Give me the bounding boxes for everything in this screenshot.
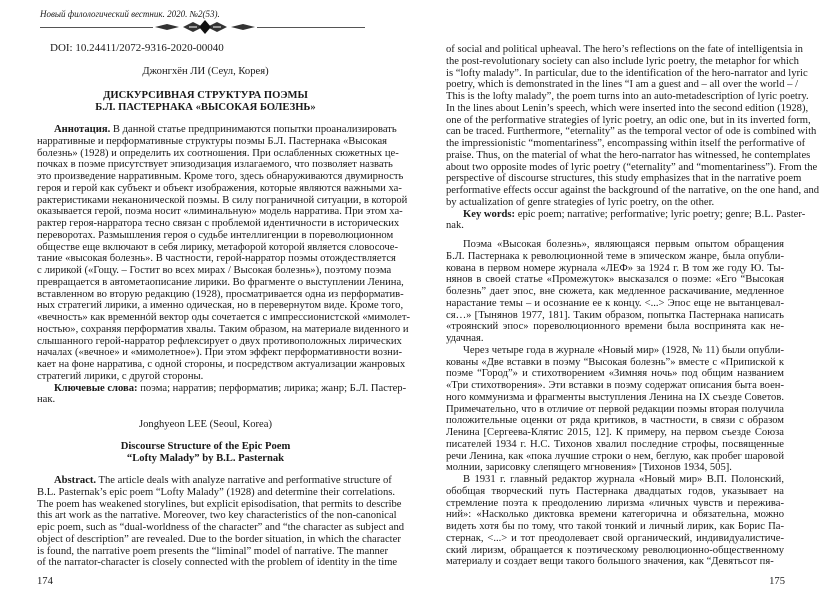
text-line	[37, 382, 407, 395]
section-label: Ключевые слова:	[54, 382, 138, 394]
text-line	[446, 545, 784, 557]
line-text: epic poem, such as “dual-worldness of the character” and “the character as subject and	[37, 522, 405, 533]
right-page	[410, 0, 820, 609]
text-line	[446, 521, 784, 533]
line-text: рактер героя-нарратора тесно связан с проблемой идентичности в исторических	[37, 218, 400, 229]
text-line	[37, 475, 392, 487]
text-line	[37, 124, 397, 136]
title-en-line-1: Discourse Structure of the Epic Poem	[120, 441, 291, 452]
text-line	[37, 394, 375, 406]
line-text: нарастание темы – и осознание ее к концу. <...> Эпос еще не вытанцевал-	[446, 297, 784, 309]
line-text: удачная.	[446, 333, 484, 344]
line-text: ного коммунизма и фрагменты выступления Ленина на IX съезде Советов.	[446, 391, 784, 403]
author-en: Jonghyeon LEE (Seoul, Korea)	[139, 419, 272, 430]
abstract-en	[37, 475, 405, 569]
text-line	[446, 474, 784, 486]
line-text: нарративные и перформативные структуры поэмы Б.Л. Пастернака «Высокая	[37, 135, 388, 147]
line-text: В данной статье предпринимаются попытки проанализировать	[110, 124, 397, 135]
text-line	[446, 149, 811, 162]
line-text: стернак, <...> и тот преодолевает свой органический, индивидуалистиче-	[446, 532, 784, 544]
abstract-en-continued	[446, 44, 820, 232]
text-line	[446, 298, 784, 310]
text-line	[37, 335, 402, 348]
line-text: материалу и создает вещи такого большого значения, как “Девятьсот пя-	[446, 556, 774, 568]
line-text: perspective of discourse structures, this study emphasizes that in the narrative poem	[446, 173, 802, 185]
line-text: Поэма «Высокая болезнь», являющаяся первым опытом обращения	[463, 239, 784, 250]
line-text: тание «высокая болезнь». В частности, герой-нарратор поэмы отождествляется	[37, 253, 396, 265]
line-text: «троянский эпос» пореволюционного времени была воспринята как не-	[446, 321, 784, 333]
line-text: is “lofty malady”. In particular, due to the identification of the hero-narrator and lyric	[446, 67, 808, 79]
line-text: poetry, which is demonstrated in the lines “I am a guest and – all over the world – /	[446, 79, 799, 91]
ornament-icon	[153, 20, 257, 34]
line-text: началах («вечное» и «мимолетное»). При этом эффект перформативности возни-	[37, 347, 403, 359]
text-line	[446, 368, 784, 380]
text-line	[446, 274, 784, 286]
text-line	[446, 220, 784, 232]
text-line	[446, 380, 784, 392]
line-text: нак.	[37, 394, 56, 406]
text-line	[37, 218, 400, 230]
text-line	[446, 91, 809, 103]
text-line	[446, 462, 784, 474]
text-line	[37, 300, 404, 312]
text-line	[37, 288, 404, 301]
text-line	[37, 486, 396, 499]
line-text: B.L. Pasternak’s epic poem “Lofty Malady” (1928) and determine their correlations.	[37, 486, 396, 498]
section-label: Аннотация.	[54, 124, 111, 135]
text-line	[37, 276, 404, 289]
line-text: The poem has weakened storylines, but explicit episodisation, that permits to describe	[37, 498, 402, 510]
line-text: ский лиризм, обращается к поэтическому революционно-общественному	[446, 544, 784, 556]
text-line	[37, 533, 401, 546]
text-line	[37, 182, 402, 195]
text-line	[37, 159, 393, 171]
text-line	[37, 510, 397, 522]
line-text: praise. Thus, on the material of what the hero-narrator has witnessed, he contemplates	[446, 149, 811, 161]
text-line	[37, 194, 408, 207]
text-line	[446, 310, 784, 322]
text-line	[446, 451, 784, 463]
text-line	[446, 509, 784, 521]
text-line	[37, 323, 409, 336]
page-number: 175	[769, 576, 785, 587]
text-line	[37, 135, 388, 148]
text-line	[446, 357, 784, 369]
line-text: by actualization of genre strategies of lyric poetry, on the other.	[446, 196, 715, 208]
text-line	[446, 415, 784, 427]
line-text: оказывается герой, поэма носит «лиминальную» модель нарратива. При этом ха-	[37, 206, 403, 218]
abstract-ru	[37, 124, 411, 406]
text-line	[37, 241, 398, 254]
line-text: кована в первом номере журнала «ЛЕФ» за 1924 г. В том же году Ю. Ты-	[446, 262, 784, 274]
line-text: кованы «Две вставки в поэму “Высокая болезнь”» вместе с «Припиской к	[446, 356, 784, 368]
line-text: рактеристиками неканонической поэмы. В силу пограничной ситуации, в которой	[37, 194, 408, 206]
text-line	[446, 161, 818, 174]
page-number: 174	[37, 576, 53, 587]
line-text: can be traced. Furthermore, “eternality” as the temporal vector of ode is combined with	[446, 126, 817, 138]
text-line	[446, 321, 784, 333]
text-line	[37, 498, 402, 511]
text-line	[37, 557, 398, 569]
text-line	[446, 439, 784, 451]
line-text: положительные оценки от ряда критиков, в частности, в связи с образом	[446, 415, 784, 427]
running-header: Новый филологический вестник. 2020. №2(53).	[40, 9, 220, 19]
text-line	[446, 498, 784, 510]
line-text: переворотах. Размышления героя о судьбе интеллигенции в пореволюционном	[37, 229, 394, 241]
line-text: почках в поэме присутствует эпизодизация излагаемого, что позволяет назвать	[37, 159, 393, 171]
line-text: превращается в автометаописание лирики. Во фрагменте о выступлении Ленина,	[37, 276, 404, 288]
text-line	[37, 206, 403, 218]
line-text: ностью», сохраняя перформатив хвалы. Таким образом, на материале виденного и	[37, 323, 409, 335]
line-text: молнии, зарисовку слепящего мгновения» [Тихонов 1934, 505].	[446, 462, 732, 474]
line-text: с лирикой («Гощу. – Гостит во всех мирах / Высокая болезнь»), поэтому поэма	[37, 265, 392, 276]
text-line	[446, 392, 784, 404]
text-line	[37, 347, 403, 359]
text-line	[446, 67, 808, 80]
line-text: стратегий лирики, с другой стороны.	[37, 370, 204, 382]
title-en-line-2: “Lofty Malady” by B.L. Pasternak	[126, 453, 285, 464]
line-text: слышанного герой-нарратор рефлексирует о двух противоположных лирических	[37, 335, 402, 347]
text-line	[446, 44, 803, 56]
line-text: Через четыре года в журнале «Новый мир» (1928, № 11) были опубли-	[463, 344, 784, 356]
text-line	[37, 312, 411, 324]
text-line	[446, 114, 811, 127]
text-line	[37, 229, 394, 242]
text-line	[446, 197, 784, 209]
title-ru-line-1: ДИСКУРСИВНАЯ СТРУКТУРА ПОЭМЫ	[103, 90, 308, 101]
line-text: видеть хотя бы по тому, что такой тонкий и личный лирик, как Борис Па-	[446, 521, 784, 532]
line-text: The article deals with analyze narrative and performative structure of	[96, 475, 392, 486]
line-text: Б.Л. Пастернака к революционной теме в эпическом жанре, была опубли-	[446, 250, 784, 262]
line-text: one of the performative strategies of lyric poetry, an odic one, but in its inverted form,	[446, 114, 811, 126]
line-text: the impressionistic “momentariness”, encompassing within itself the performative of	[446, 138, 806, 149]
text-line	[446, 126, 817, 138]
line-text: This is the lofty malady”, the poem turns into an auto-metadescription of lyric poetry.	[446, 91, 809, 102]
line-text: of social and political upheaval. The hero’s reflections on the fate of intelligentsia in	[446, 44, 803, 55]
text-line	[37, 147, 399, 160]
line-text: стремление поэта к преодолению лиризма «личных чувств и пережива-	[446, 497, 784, 509]
text-line	[37, 522, 405, 534]
text-line	[37, 171, 404, 183]
text-line	[37, 371, 375, 383]
line-text: обществе еще включают в себя лирику, метафорой которой является словосоче-	[37, 241, 398, 253]
line-text: object of description” are revealed. Due to the border situation, in which the character	[37, 533, 401, 545]
line-text: the post-revolutionary society can also include lyric poetry, the metaphor for which	[446, 55, 799, 67]
line-text: ся…» [Тынянов 1977, 181]. Таким образом, попытка Пастернака написать	[446, 309, 784, 321]
author-ru: Джонгхён ЛИ (Сеул, Корея)	[142, 66, 269, 77]
text-line	[446, 286, 784, 298]
section-label: Key words:	[463, 208, 516, 220]
line-text: речи Ленина, как «пока лучшие строки о нем, беглую, как пробег шаровой	[446, 450, 784, 462]
text-line	[446, 263, 784, 275]
line-text: болезнь” дает эпос, вне сюжета, как медленное раскачивание, медленное	[446, 286, 784, 297]
line-text: нянов в своей статье «Промежуток» высказался о поэме: «Его “Высокая	[446, 274, 784, 286]
text-line	[446, 486, 784, 498]
text-line	[446, 173, 802, 185]
line-text: of the narrator-character is closely connected with the problem of identity in the time	[37, 557, 398, 569]
line-text: поэме “Город”» и стихотворением «Зимняя ночь» под общим названием	[446, 368, 784, 380]
text-line	[446, 345, 784, 357]
text-line	[37, 265, 392, 277]
line-text: «вечность» как временнóй вектор оды сочетается с импрессионистской «мимолет-	[37, 312, 411, 323]
line-text: обобщая творческий путь Пастернака двадцатых годов, указывает на	[446, 485, 784, 497]
line-text: nak.	[446, 220, 464, 232]
text-line	[446, 533, 784, 545]
line-text: поэма; нарратив; перформатив; лирика; жанр; Б.Л. Пастер-	[137, 382, 407, 394]
text-line	[446, 427, 784, 439]
article-body	[446, 239, 784, 568]
text-line	[37, 253, 396, 265]
doi: DOI: 10.24411/2072-9316-2020-00040	[50, 42, 224, 54]
line-text: «Три стихотворения». Эти вставки в поэму содержат описания быта воен-	[446, 380, 784, 391]
line-text: болезнь» (1928) и определить их соотношения. При ослабленных сюжетных це-	[37, 147, 399, 159]
line-text: ний»: «Насколько диктовка времени категорична и обязательна, можно	[446, 509, 784, 521]
line-text: героя и герой как субъект и объект изображения, которые являются важными ха-	[37, 182, 402, 194]
line-text: about two opposite modes of lyric poetry (“eternality” and “momentariness”). From the	[446, 161, 818, 173]
line-text: Примечательно, что в отличие от первой редакции поэмы вторая получила	[446, 403, 784, 415]
line-text: Ленина [Сергеева-Клятис 2015, 12]. К примеру, на первом съезде Союза	[446, 427, 784, 438]
text-line	[37, 545, 389, 558]
line-text: performative effects occur against the background of the narrative, on the one hand, and	[446, 185, 820, 196]
text-line	[446, 404, 784, 416]
text-line	[446, 79, 799, 91]
title-ru-line-2: Б.Л. ПАСТЕРНАКА «ВЫСОКАЯ БОЛЕЗНЬ»	[95, 102, 316, 113]
text-line	[446, 208, 806, 221]
section-label: Abstract.	[54, 475, 97, 486]
text-line	[446, 102, 809, 115]
text-line	[37, 359, 406, 371]
line-text: In the lines about Lenin’s speech, which were inserted into the second edition (1928),	[446, 102, 809, 114]
line-text: is found, the narrative poem presents the “liminal” model of narrative. The manner	[37, 545, 389, 557]
line-text: epic poem; narrative; performative; lyric poetry; genre; B.L. Paster-	[515, 208, 806, 220]
line-text: писателей 1934 г. Н.С. Тихонов хвалил последние строфы, посвященные	[446, 438, 784, 450]
text-line	[446, 556, 784, 568]
line-text: кает на фоне нарратива, с одной стороны, и посредством актуализации жанровых	[37, 359, 406, 370]
text-line	[446, 333, 784, 345]
line-text: это произведение нарративным. Кроме того, здесь обнаруживаются двумирность	[37, 171, 404, 182]
line-text: вставленном во вторую редакцию (1928), просматривается одна из перформатив-	[37, 288, 404, 300]
text-line	[446, 55, 799, 68]
line-text: ных стратегий лирики, а именно одическая, но в перевернутом виде. Кроме того,	[37, 300, 404, 312]
line-text: this art work as the narrative. Moreover, two key characteristics of the non-canonical	[37, 510, 397, 522]
text-line	[446, 138, 806, 150]
text-line	[446, 251, 784, 263]
text-line	[446, 239, 784, 251]
text-line	[446, 185, 820, 197]
line-text: В 1931 г. главный редактор журнала «Новый мир» В.П. Полонский,	[463, 474, 784, 485]
